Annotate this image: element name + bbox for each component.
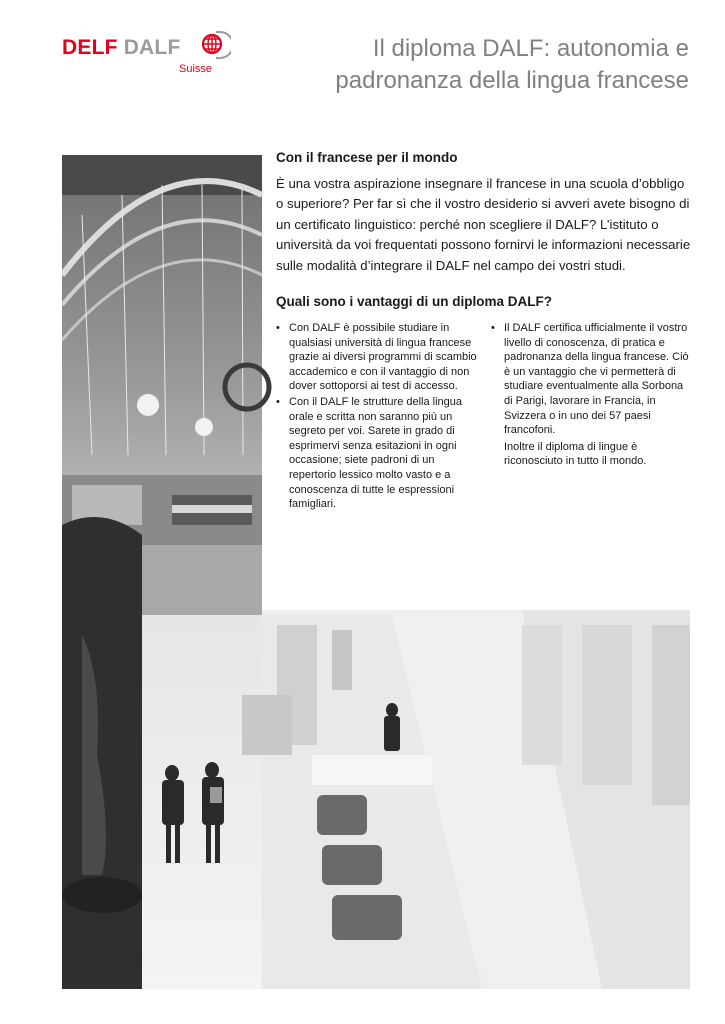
list-item (276, 395, 482, 512)
page-title: Il diploma DALF: autonomia e padronanza della lingua francese (335, 35, 689, 94)
logo-dalf: DALF (123, 36, 181, 59)
logo-wordmark (62, 36, 180, 60)
list-item (276, 321, 482, 394)
list-item-text: Con DALF è possibile studiare in qualsiasi università di lingua francese grazie ai diversi programmi di scambio accademico e con il vantaggio di non dover sottoporsi ai test di accesso. (289, 322, 477, 393)
section-heading-world: Con il francese per il mondo (276, 150, 458, 165)
list-item-text: Il DALF certifica ufficialmente il vostro livello di conoscenza, di pratica e padronanza della lingua francese. Ciò è un vantaggio che vi permetterà di studiare eventualmente alla Sorbona di Parigi, lavorare in Francia, in Svizzera o in uno dei 57 paesi francofoni. (504, 322, 689, 437)
bullet-icon: • (491, 322, 495, 335)
advantages-list-right (491, 321, 691, 438)
delf-dalf-logo (62, 30, 242, 86)
globe-icon (201, 30, 231, 60)
advantages-list-left (276, 321, 482, 512)
bullet-icon: • (276, 322, 280, 335)
advantages-columns (276, 321, 691, 541)
recognition-note: Inoltre il diploma di lingue è riconosciuto in tutto il mondo. (504, 440, 647, 468)
logo-suisse: Suisse (179, 63, 213, 75)
section-heading-advantages: Quali sono i vantaggi di un diploma DALF? (276, 294, 552, 310)
list-item-text: Con il DALF le strutture della lingua orale e scritta non saranno più un segreto per voi. Sarete in grado di esprimervi senza esitazioni in ogni occasione; siete padroni di un repertorio lessico molto vasto e a conoscenza di tutte le espressioni famigliari. (289, 396, 463, 511)
list-item (491, 321, 691, 438)
logo-delf: DELF (62, 36, 118, 59)
bullet-icon: • (276, 396, 280, 408)
advantages-left-column (276, 321, 482, 513)
advantages-right-column (491, 321, 691, 469)
intro-paragraph: È una vostra aspirazione insegnare il francese in una scuola d’obbligo o superiore? Per far sì che il vostro desiderio si avveri avete bisogno di un certificato linguistico: perché non scegliere il DALF? L’istituto o università da voi frequentati possono fornirvi le informazioni necessarie sulle modalità d’integrare il DALF nel campo dei vostri studi. (276, 176, 691, 273)
text-column (276, 150, 691, 541)
